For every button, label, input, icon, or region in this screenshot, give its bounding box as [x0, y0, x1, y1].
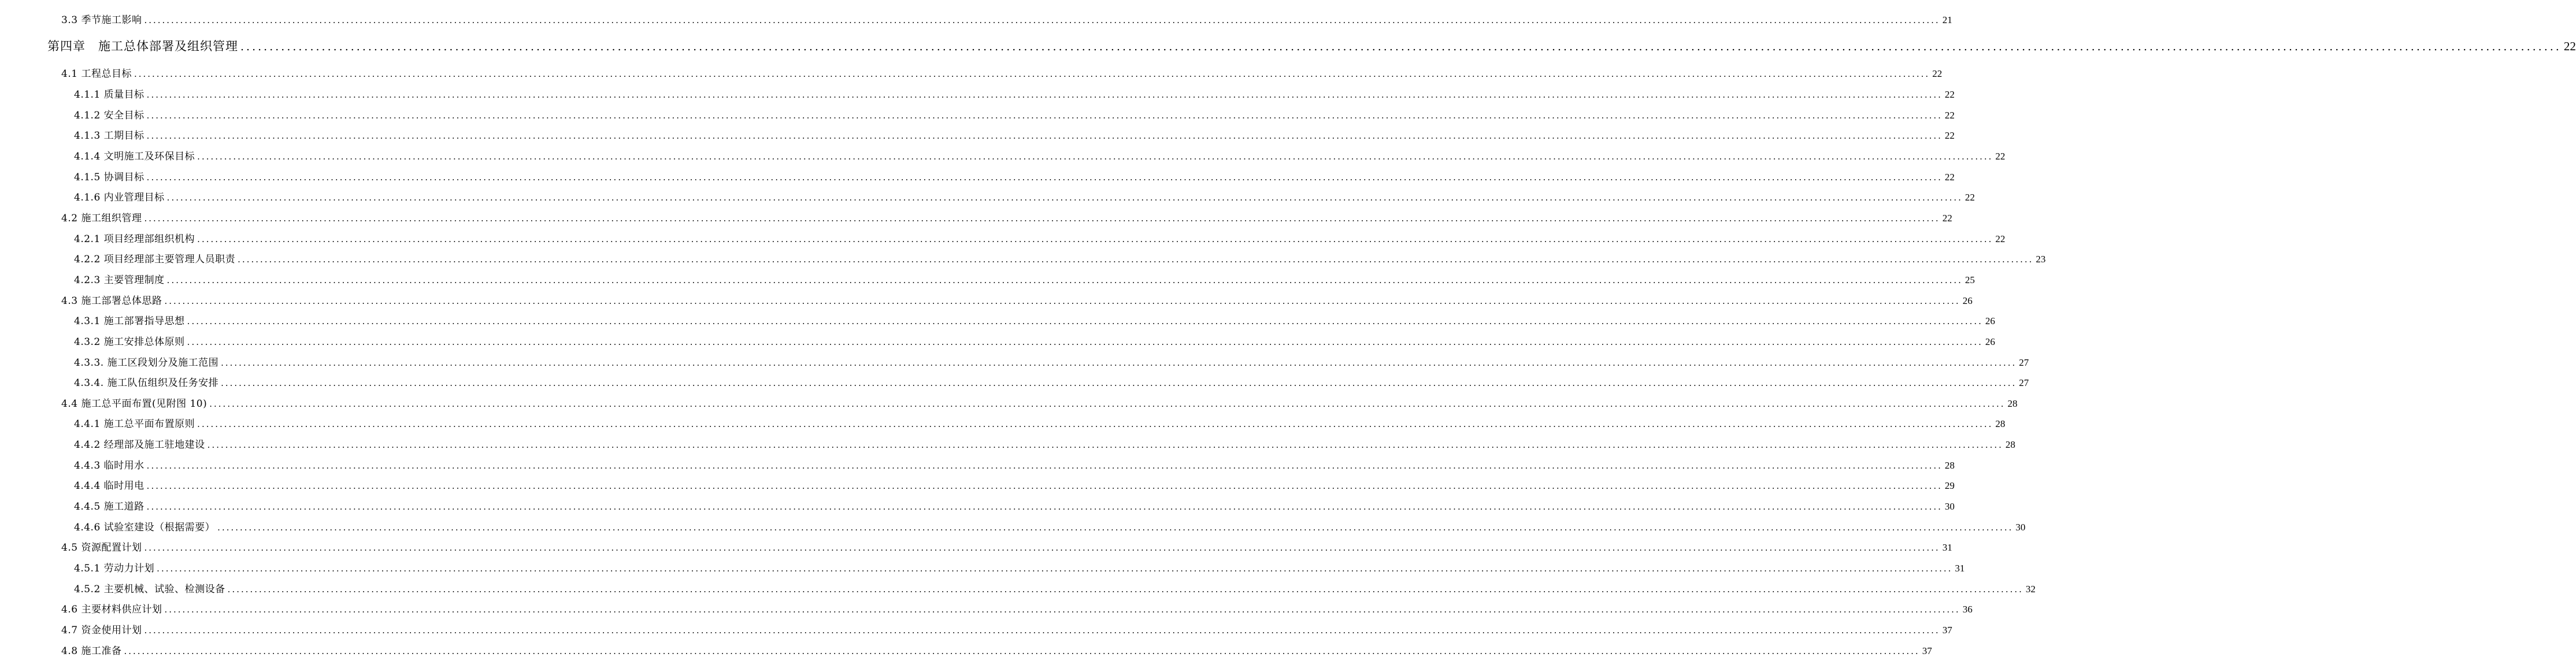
toc-dot-leader: ................................................................................................................................................................................................................................................................................................................................................................................................................ — [146, 172, 1943, 183]
toc-page-number: 27 — [2019, 377, 2029, 388]
toc-entry[interactable] — [74, 562, 1965, 575]
toc-page-number: 31 — [1955, 563, 1965, 574]
toc-entry[interactable] — [74, 233, 2006, 246]
toc-entry[interactable] — [74, 480, 1955, 492]
toc-dot-leader: ................................................................................................................................................................................................................................................................................................................................................................................................................ — [240, 40, 2562, 53]
toc-dot-leader: ................................................................................................................................................................................................................................................................................................................................................................................................................ — [144, 625, 1940, 636]
toc-entry-title: 4.5 资源配置计划 — [61, 542, 142, 554]
toc-page-number: 22 — [1965, 192, 1975, 203]
toc-entry-title: 4.8 施工准备 — [61, 645, 122, 657]
toc-dot-leader: ................................................................................................................................................................................................................................................................................................................................................................................................................ — [164, 296, 1960, 306]
toc-entry-title: 4.1.6 内业管理目标 — [74, 192, 165, 203]
toc-entry-title: 4.2 施工组织管理 — [61, 213, 142, 224]
toc-dot-leader: ................................................................................................................................................................................................................................................................................................................................................................................................................ — [144, 15, 1940, 25]
toc-page-number: 28 — [1995, 418, 2006, 429]
toc-page-number: 26 — [1985, 336, 1995, 347]
toc-dot-leader: ................................................................................................................................................................................................................................................................................................................................................................................................................ — [209, 399, 2006, 409]
toc-entry-title: 4.3.1 施工部署指导思想 — [74, 315, 185, 327]
toc-dot-leader: ................................................................................................................................................................................................................................................................................................................................................................................................................ — [166, 275, 1963, 285]
toc-entry[interactable] — [74, 439, 2015, 451]
toc-dot-leader: ................................................................................................................................................................................................................................................................................................................................................................................................................ — [146, 461, 1943, 471]
toc-entry[interactable] — [74, 500, 1955, 513]
toc-page-number: 30 — [1944, 501, 1955, 512]
toc-dot-leader: ................................................................................................................................................................................................................................................................................................................................................................................................................ — [221, 358, 2017, 368]
toc-entry-title: 4.1.4 文明施工及环保目标 — [74, 151, 195, 162]
toc-entry[interactable] — [61, 212, 1952, 225]
toc-page-number: 22 — [1942, 213, 1952, 224]
toc-entry-title: 4.4.6 试验室建设（根据需要） — [74, 522, 216, 533]
toc-entry[interactable] — [74, 150, 2006, 163]
toc-entry[interactable] — [61, 14, 1952, 27]
toc-entry-title: 4.2.1 项目经理部组织机构 — [74, 233, 195, 245]
toc-dot-leader: ................................................................................................................................................................................................................................................................................................................................................................................................................ — [146, 502, 1943, 512]
toc-entry-title: 4.1.5 协调目标 — [74, 172, 144, 183]
toc-entry[interactable] — [61, 603, 1973, 616]
toc-page-number: 22 — [1944, 172, 1955, 183]
toc-dot-leader: ................................................................................................................................................................................................................................................................................................................................................................................................................ — [157, 563, 1953, 574]
toc-entry[interactable] — [74, 418, 2006, 430]
toc-dot-leader: ................................................................................................................................................................................................................................................................................................................................................................................................................ — [146, 481, 1943, 491]
toc-entry[interactable] — [74, 521, 2026, 534]
toc-entry[interactable] — [61, 68, 1943, 80]
toc-dot-leader: ................................................................................................................................................................................................................................................................................................................................................................................................................ — [221, 378, 2017, 388]
toc-entry-title: 4.4.5 施工道路 — [74, 501, 144, 513]
toc-entry[interactable] — [74, 274, 1975, 287]
toc-entry[interactable] — [61, 624, 1952, 637]
toc-entry[interactable] — [74, 129, 1955, 142]
toc-dot-leader: ................................................................................................................................................................................................................................................................................................................................................................................................................ — [197, 234, 1993, 244]
toc-page-number: 22 — [1932, 68, 1943, 79]
toc-dot-leader: ................................................................................................................................................................................................................................................................................................................................................................................................................ — [164, 604, 1960, 615]
toc-dot-leader: ................................................................................................................................................................................................................................................................................................................................................................................................................ — [187, 337, 1983, 347]
toc-entry[interactable] — [61, 645, 1932, 658]
toc-entry-title: 4.5.1 劳动力计划 — [74, 563, 155, 574]
toc-entry[interactable] — [74, 459, 1955, 472]
toc-page-number: 26 — [1962, 295, 1973, 306]
toc-entry-title: 4.3.4. 施工队伍组织及任务安排 — [74, 377, 219, 389]
toc-page-number: 28 — [2005, 439, 2015, 450]
toc-entry[interactable] — [74, 191, 1975, 204]
toc-page-number: 26 — [1985, 315, 1995, 326]
toc-entry[interactable] — [74, 109, 1955, 122]
toc-entry-title: 4.1.1 质量目标 — [74, 89, 144, 101]
toc-entry[interactable] — [74, 88, 1955, 101]
toc-entry-title: 4.7 资金使用计划 — [61, 625, 142, 636]
toc-dot-leader: ................................................................................................................................................................................................................................................................................................................................................................................................................ — [146, 90, 1943, 100]
toc-page-number: 22 — [1944, 89, 1955, 100]
toc-entry-title: 4.4.3 临时用水 — [74, 460, 144, 471]
toc-chapter-entry[interactable] — [47, 38, 2576, 55]
toc-page-number: 28 — [2007, 398, 2018, 409]
toc-entry-title: 4.5.2 主要机械、试验、检测设备 — [74, 584, 225, 595]
toc-page-number: 28 — [1944, 460, 1955, 471]
toc-page-number: 23 — [2036, 254, 2046, 265]
toc-entry-title: 3.3 季节施工影响 — [61, 14, 142, 26]
toc-entry[interactable] — [74, 357, 2029, 369]
toc-entry[interactable] — [74, 315, 1995, 328]
toc-page-number: 30 — [2015, 522, 2026, 533]
toc-entry-title: 4.2.3 主要管理制度 — [74, 274, 165, 286]
toc-dot-leader: ................................................................................................................................................................................................................................................................................................................................................................................................................ — [134, 69, 1930, 79]
toc-page-number: 22 — [2563, 39, 2576, 53]
toc-page-number: 36 — [1962, 604, 1973, 615]
toc-entry[interactable] — [74, 377, 2029, 389]
toc-entry-title: 4.1.2 安全目标 — [74, 110, 144, 121]
toc-entry[interactable] — [74, 171, 1955, 184]
toc-entry-title: 4.3 施工部署总体思路 — [61, 295, 162, 307]
toc-entry[interactable] — [74, 253, 2046, 266]
toc-entry-title: 4.1 工程总目标 — [61, 68, 132, 80]
toc-entry-title: 4.6 主要材料供应计划 — [61, 604, 162, 615]
toc-page-number: 22 — [1995, 233, 2006, 244]
toc-page-number: 37 — [1942, 625, 1952, 636]
toc-entry-title: 4.2.2 项目经理部主要管理人员职责 — [74, 254, 236, 265]
toc-entry-title: 4.4.2 经理部及施工驻地建设 — [74, 439, 205, 451]
toc-dot-leader: ................................................................................................................................................................................................................................................................................................................................................................................................................ — [144, 213, 1940, 224]
toc-dot-leader: ................................................................................................................................................................................................................................................................................................................................................................................................................ — [146, 131, 1943, 141]
toc-entry-title: 4.3.3. 施工区段划分及施工范围 — [74, 357, 219, 369]
toc-dot-leader: ................................................................................................................................................................................................................................................................................................................................................................................................................ — [217, 522, 2014, 533]
toc-page-number: 32 — [2025, 584, 2036, 595]
toc-dot-leader: ................................................................................................................................................................................................................................................................................................................................................................................................................ — [144, 543, 1940, 553]
toc-dot-leader: ................................................................................................................................................................................................................................................................................................................................................................................................................ — [124, 646, 1920, 656]
toc-dot-leader: ................................................................................................................................................................................................................................................................................................................................................................................................................ — [146, 110, 1943, 121]
toc-page-number: 27 — [2019, 357, 2029, 368]
toc-entry[interactable] — [74, 583, 2036, 596]
toc-entry-title: 4.4.4 临时用电 — [74, 480, 144, 492]
toc-dot-leader: ................................................................................................................................................................................................................................................................................................................................................................................................................ — [238, 254, 2034, 265]
toc-page-number: 37 — [1922, 645, 1932, 656]
toc-dot-leader: ................................................................................................................................................................................................................................................................................................................................................................................................................ — [197, 419, 1993, 429]
toc-entry-title: 4.1.3 工期目标 — [74, 130, 144, 142]
toc-page-number: 22 — [1944, 110, 1955, 121]
toc-page-number: 21 — [1942, 14, 1952, 25]
toc-entry[interactable] — [61, 541, 1952, 554]
toc-entry-title: 4.3.2 施工安排总体原则 — [74, 336, 185, 348]
toc-dot-leader: ................................................................................................................................................................................................................................................................................................................................................................................................................ — [207, 440, 2003, 450]
toc-page-number: 22 — [1995, 151, 2006, 162]
toc-dot-leader: ................................................................................................................................................................................................................................................................................................................................................................................................................ — [187, 316, 1983, 326]
toc-dot-leader: ................................................................................................................................................................................................................................................................................................................................................................................................................ — [227, 584, 2023, 595]
toc-entry-title: 4.4 施工总平面布置(见附图 10) — [61, 398, 207, 410]
toc-page-number: 31 — [1942, 542, 1952, 553]
toc-dot-leader: ................................................................................................................................................................................................................................................................................................................................................................................................................ — [166, 192, 1963, 203]
toc-entry-title: 第四章 施工总体部署及组织管理 — [47, 39, 238, 53]
toc-entry-title: 4.4.1 施工总平面布置原则 — [74, 418, 195, 430]
toc-entry[interactable] — [61, 398, 2018, 410]
toc-page-number: 29 — [1944, 480, 1955, 491]
toc-page-number: 25 — [1965, 274, 1975, 285]
toc-entry[interactable] — [74, 336, 1995, 348]
toc-entry[interactable] — [61, 295, 1973, 307]
toc-dot-leader: ................................................................................................................................................................................................................................................................................................................................................................................................................ — [197, 151, 1993, 162]
toc-page-number: 22 — [1944, 130, 1955, 141]
